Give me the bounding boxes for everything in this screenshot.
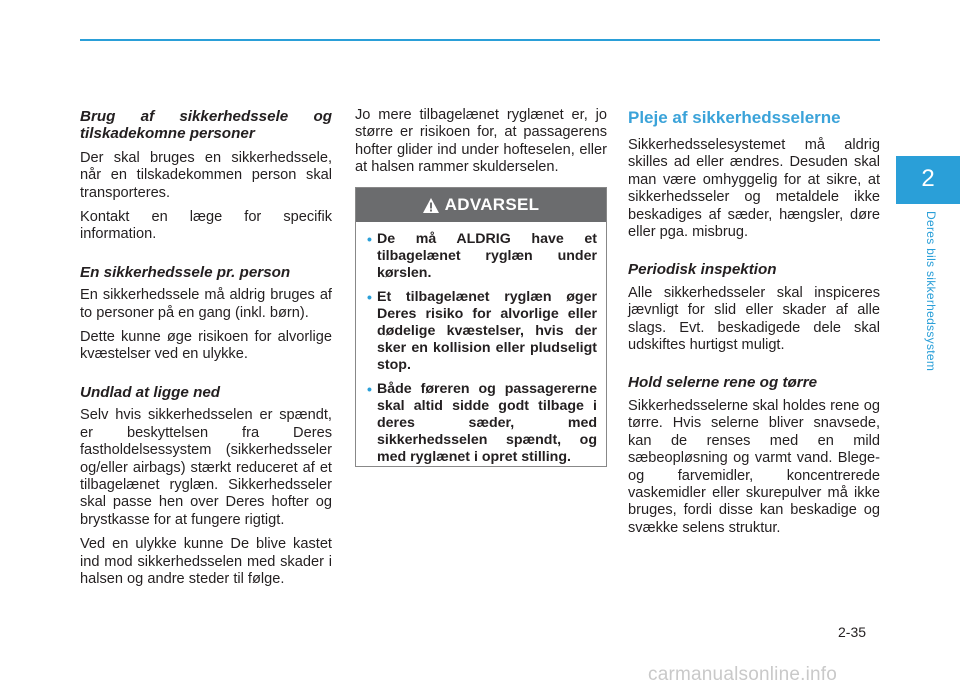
paragraph: Jo mere tilbagelænet ryglænet er, jo større er risikoen for, at passagerens hofter glider ind under hofteselen, eller at halsen rammer skulderselen. [355, 107, 607, 176]
paragraph: En sikkerhedssele må aldrig bruges af to personer på en gang (inkl. børn). [80, 287, 332, 321]
paragraph: Sikkerhedsselerne skal holdes rene og tørre. Hvis selerne bliver snavsede, kan de renses med en mild sæbeopløsning og varmt vand. Blege- og farvemidler, koncentrerede vaskemidler eller skurepulver må ikke bruges, fordi disse kan beskadige og svække selens struktur. [628, 397, 880, 536]
warning-item-text: Både føreren og passagererne skal altid sidde godt tilbage i deres sæder, med sikkerhedsselen spændt, og med ryglænet i opret stilling. [377, 381, 597, 465]
paragraph: Sikkerhedsselesystemet må aldrig skilles ad eller ændres. Desuden skal man være omhyggelig for at sikre, at sikkerhedsseler og metaldele ikke beskadiges af sæder, hængsler, døre eller pga. misbrug. [628, 137, 880, 241]
paragraph: Dette kunne øge risikoen for alvorlige kvæstelser ved en ulykke. [80, 329, 332, 363]
paragraph: Ved en ulykke kunne De blive kastet ind mod sikkerhedsselen med skader i halsen og andre steder til følge. [80, 536, 332, 587]
section-heading: Brug af sikkerhedssele og tilskadekomne personer [80, 108, 332, 143]
section-heading: Periodisk inspektion [628, 261, 777, 279]
chapter-rule [896, 202, 960, 204]
top-rule [80, 39, 880, 41]
watermark: carmanualsonline.info [648, 664, 838, 685]
warning-header [356, 188, 606, 222]
warning-item-text: De må ALDRIG have et tilbagelænet ryglæn under kørslen. [377, 231, 597, 281]
paragraph: Selv hvis sikkerhedsselen er spændt, er beskyttelsen fra Deres fastholdelsessystem (sikkerhedsseler og/eller airbags) stærkt reduceret af et tilbagelænet ryglæn. Sikkerhedsseler skal passe hen over Deres hofter og brystkasse for at fungere rigtigt. [80, 407, 332, 528]
paragraph: Alle sikkerhedsseler skal inspiceres jævnligt for slid eller skader af alle slags. Evt. beskadigede dele skal udskiftes hurtigst muligt. [628, 284, 880, 354]
section-heading: Hold selerne rene og tørre [628, 374, 818, 392]
paragraph: Der skal bruges en sikkerhedssele, når en tilskadekommen person skal transporteres. [80, 149, 332, 201]
chapter-title: Deres bils sikkerhedssystem [924, 211, 938, 372]
warning-title: ADVARSEL [444, 195, 540, 214]
chapter-tab: 2 [896, 156, 960, 202]
right-column [628, 108, 880, 544]
warning-item [367, 231, 597, 282]
section-title: Pleje af sikkerhedsselerne [628, 108, 841, 127]
section-heading: En sikkerhedssele pr. person [80, 263, 291, 281]
bullet-icon: • [367, 289, 372, 305]
warning-item [367, 289, 597, 374]
warning-item [367, 381, 597, 466]
warning-triangle-icon [423, 198, 439, 213]
middle-column [355, 107, 607, 184]
warning-box [355, 187, 607, 467]
bullet-icon: • [367, 381, 372, 397]
section-heading: Undlad at ligge ned [80, 383, 221, 401]
bullet-icon: • [367, 231, 372, 247]
left-column [80, 108, 332, 595]
warning-list [356, 222, 606, 466]
paragraph: Kontakt en læge for specifik information. [80, 209, 332, 243]
warning-item-text: Et tilbagelænet ryglæn øger Deres risiko for alvorlige eller dødelige kvæstelser, hvis der sker en kollision eller pludseligt stop. [377, 289, 597, 373]
page-number: 2-35 [838, 624, 867, 640]
